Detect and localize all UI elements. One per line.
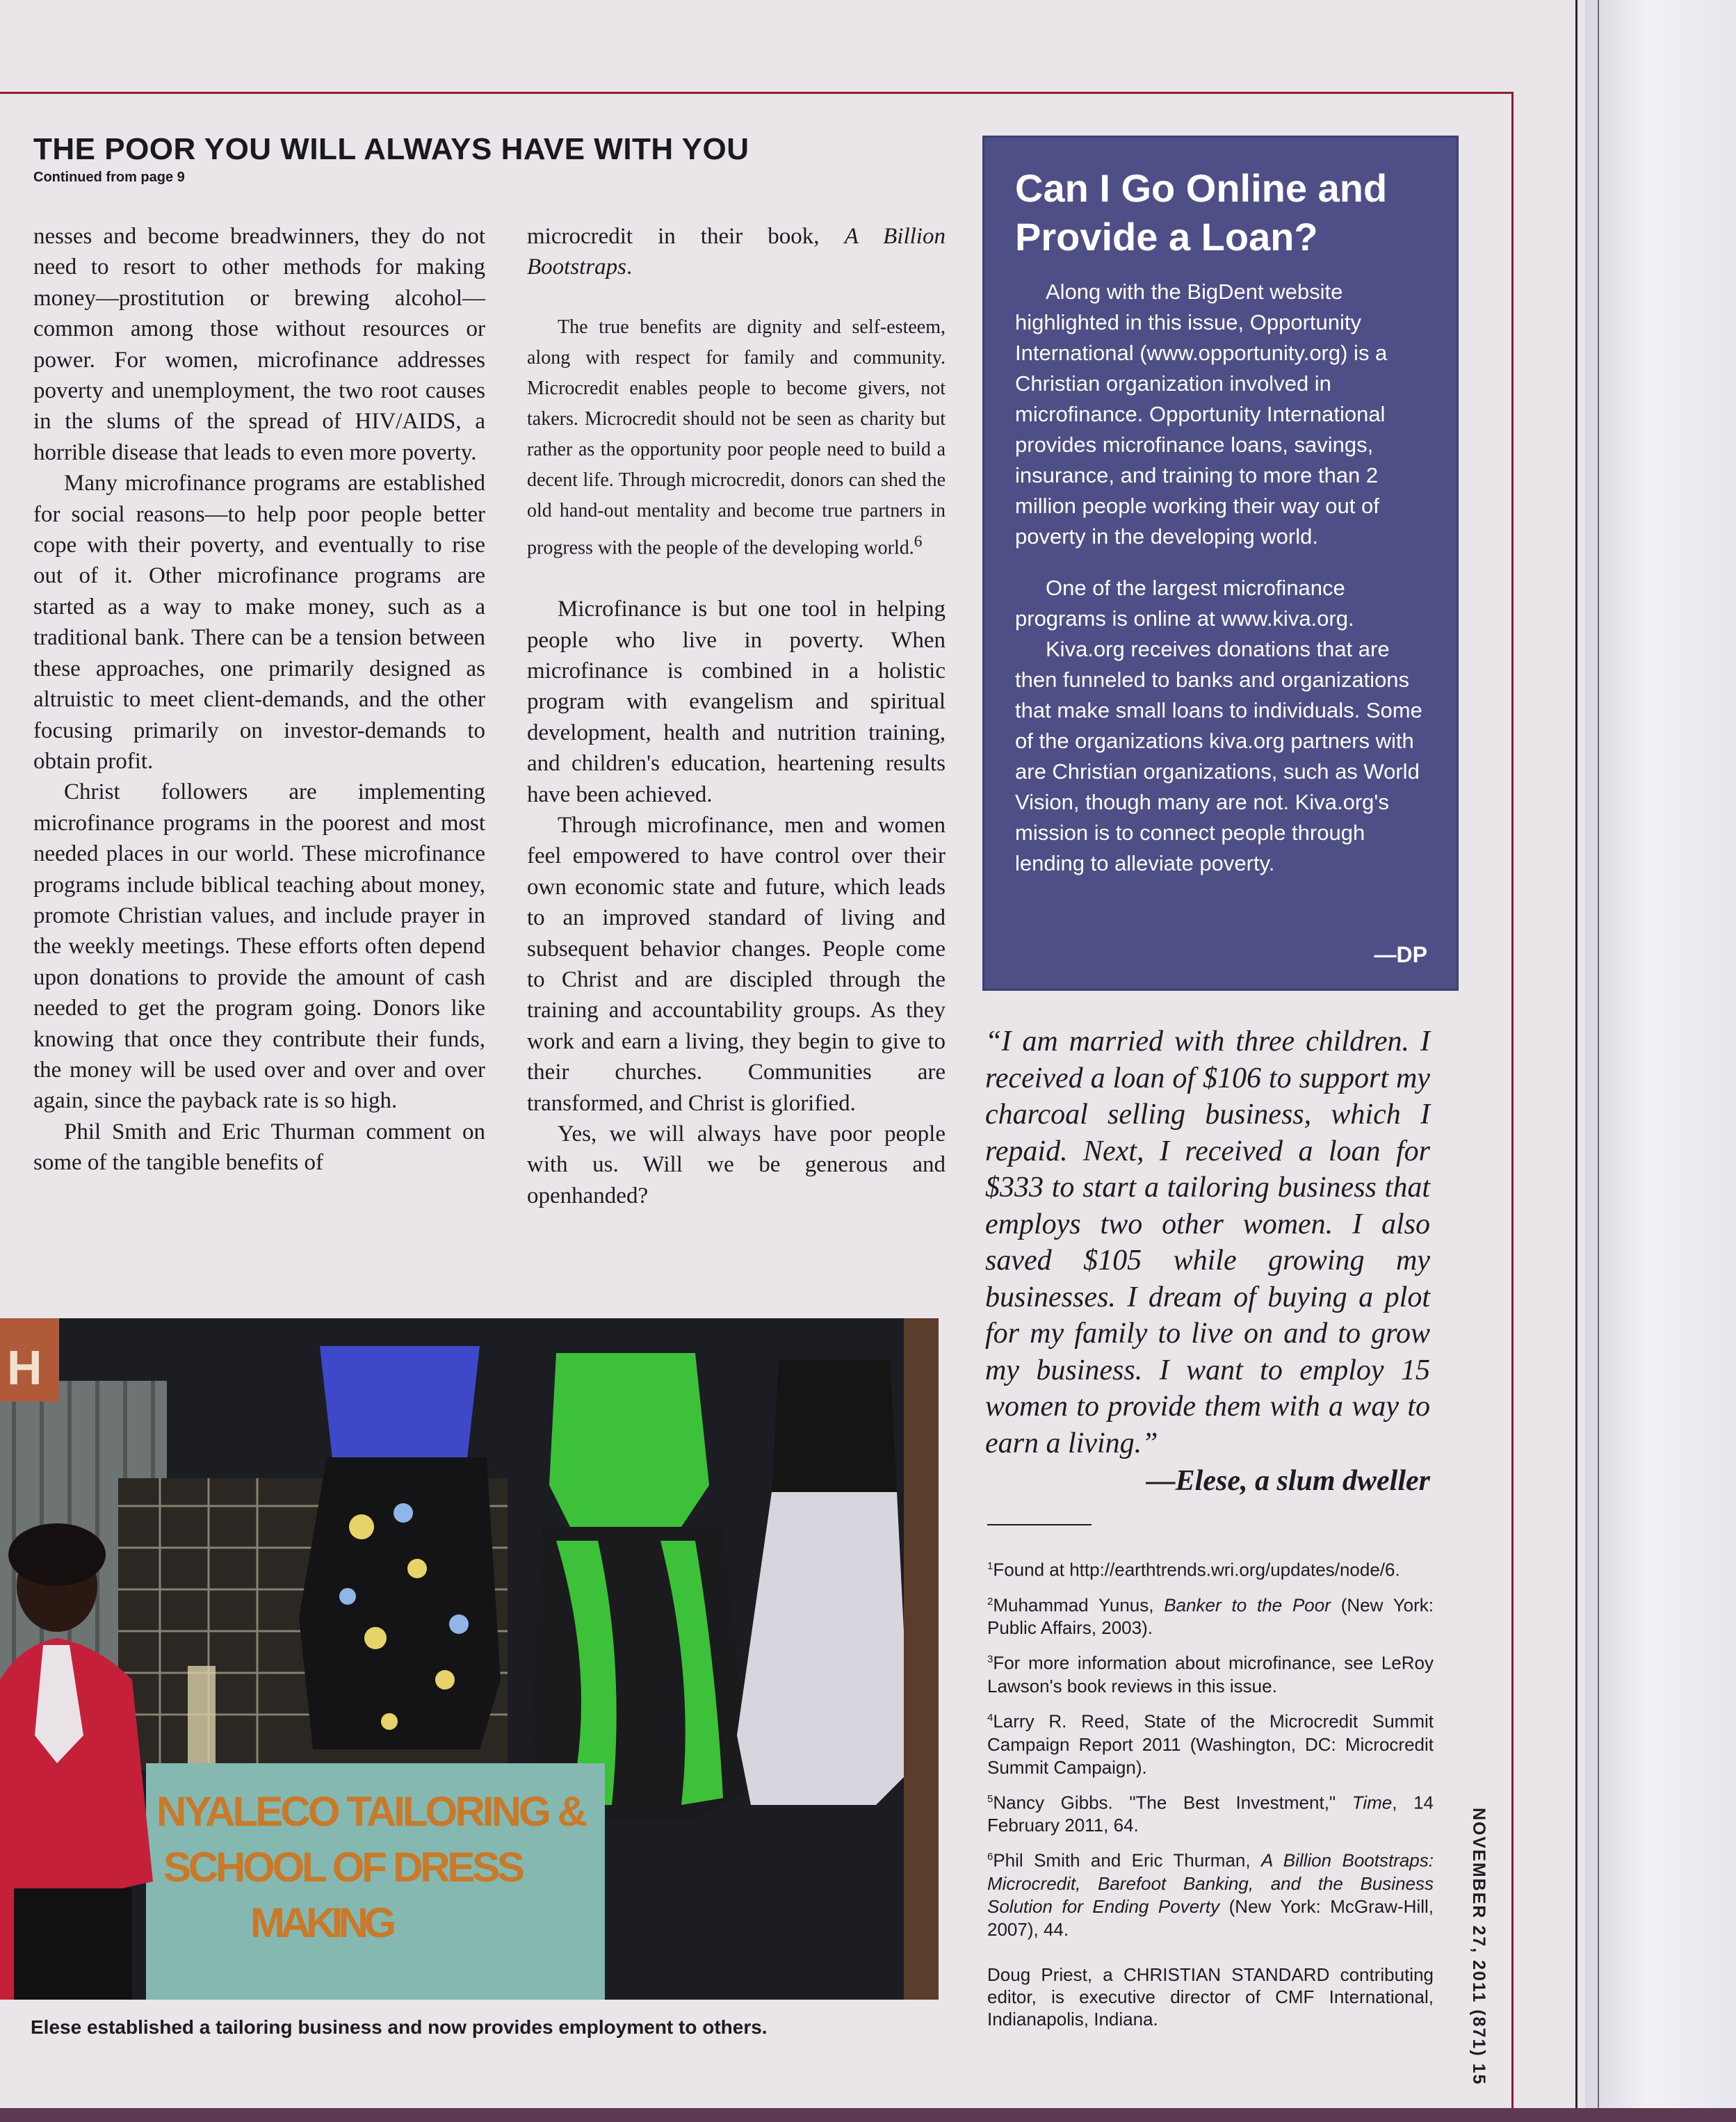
endnote-number: 4 [987,1711,993,1724]
black-skirt [14,1888,132,2000]
bottle [188,1666,216,1763]
endnote-number: 3 [987,1653,993,1666]
intro-end: . [626,254,633,280]
photo-illustration [0,1318,939,2000]
endnote-title: Time [1352,1792,1393,1813]
endnote-number: 2 [987,1595,993,1607]
article-column-2 [527,221,946,1211]
page-gutter-line [1575,0,1577,2122]
endnote-text: Muhammad Yunus, [993,1594,1165,1616]
notes-divider [987,1524,1092,1525]
sign-line-2: SCHOOL OF DRESS [163,1844,525,1890]
page-footer: NOVEMBER 27, 2011 (871) 15 [1469,1808,1488,2086]
endnote-number: 5 [987,1792,993,1805]
sidebar-paragraph-3: Kiva.org receives donations that are then funneled to banks and organizations that make small loans to individuals. Some of the organizations kiva.org partners with are Christian organizations, such as World Vision, though many are not. Kiva.org's mission is to connect people through lending to alleviate poverty. [1015,637,1422,875]
col1-paragraph-2: Many microfinance programs are established for social reasons—to help poor people better cope with their poverty, and eventually to rise out of it. Other microfinance programs are started as a way to make money, such as a traditional bank. There can be a tension between these approaches, one primarily designed as altruistic to meet client-demands, and the other focusing primarily on investor-demands to obtain profit. [33,471,485,774]
page-frame-top-rule [0,92,1513,94]
endnote-number: 1 [987,1560,993,1572]
endnote-5 [987,1788,1434,1838]
page-frame-right-rule [1511,92,1514,2122]
col2-paragraph-3: Yes, we will always have poor people with us. Will we be generous and openhanded? [527,1121,946,1208]
block-quote-text: The true benefits are dignity and self-esteem, along with respect for family and community. Microcredit enables people to become givers, not takers. Microcredit should not be seen as charity but rather as the opportunity poor people need to build a decent life. Through microcredit, donors can shed the old hand-out mentality and become true partners in progress with the people of the developing world. [527,316,946,559]
continued-from-line: Continued from page 9 [33,170,185,185]
sidebar-signature: —DP [1374,942,1427,967]
sign-line-3: MAKING [250,1900,396,1946]
pull-quote [985,1023,1430,1500]
endnote-4 [987,1706,1434,1779]
endnote-number: 6 [987,1851,993,1863]
sidebar-box [982,136,1459,991]
endnote-text: Larry R. Reed, State of the Microcredit Summit Campaign Report 2011 (Washington, DC: Microcredit Summit Campaign). [987,1710,1434,1778]
bottom-edge-strip [0,2108,1736,2122]
sign-top-left-letter: H [7,1341,42,1395]
adjacent-page-edge [1585,0,1736,2122]
author-bio: Doug Priest, a CHRISTIAN STANDARD contributing editor, is executive director of CMF International, Indianapolis, Indiana. [987,1964,1434,2030]
endnote-title: Banker to the Poor [1164,1594,1331,1616]
endnote-text: , 14 February 2011, 64. [987,1792,1434,1836]
article-headline: THE POOR YOU WILL ALWAYS HAVE WITH YOU [33,132,749,166]
green-top [549,1353,709,1527]
endnote-text: Phil Smith and Eric Thurman, [993,1849,1261,1871]
woman-hair [8,1523,106,1586]
endnote-text: (New York: Public Affairs, 2003). [987,1594,1434,1639]
endnote-title: A Billion Bootstraps: Microcredit, Barefoot Banking, and the Business Solution for Ending Poverty [987,1849,1434,1917]
article-photo [0,1318,939,2000]
article-column-1 [33,221,485,1179]
photo-caption: Elese established a tailoring business and now provides employment to others. [31,2016,768,2038]
endnote-text: For more information about microfinance, see LeRoy Lawson's book reviews in this issue. [987,1652,1434,1696]
sidebar-body [1015,277,1432,879]
floral-dress [299,1457,501,1749]
block-quote [527,312,946,563]
sign-line-1: NYALECO TAILORING & [156,1788,587,1835]
endnote-text: Nancy Gibbs. "The Best Investment," [993,1792,1352,1813]
col1-paragraph-1: nesses and become breadwinners, they do not need to resort to other methods for making money—prostitution or brewing alcohol—common among those without resources or power. For women, microfinance addresses poverty and unemployment, the two root causes in the slums of the spread of HIV/AIDS, a horrible disease that leads to even more poverty. [33,224,485,465]
sidebar-paragraph-1: Along with the BigDent website highlighted in this issue, Opportunity International (www.opportunity.org) is a Christian organization involved in microfinance. Opportunity International provides microfinance loans, savings, insurance, and training to more than 2 million people working their way out of poverty in the developing world. [1015,280,1388,549]
col1-paragraph-4: Phil Smith and Eric Thurman comment on some of the tangible benefits of [33,1119,485,1176]
col2-paragraph-1: Microfinance is but one tool in helping people who live in poverty. When microfinance is combined in a holistic program with evangelism and spiritual development, health and nutrition training, and children's education, heartening results have been achieved. [527,597,946,807]
endnote-text: Found at http://earthtrends.wri.org/updates/node/6. [993,1559,1400,1580]
footnote-ref-6: 6 [914,532,923,551]
endnote-2 [987,1590,1434,1640]
sidebar-title: Can I Go Online and Provide a Loan? [1015,166,1388,259]
pull-quote-attribution: —Elese, a slum dweller [1146,1465,1430,1497]
black-top [772,1360,897,1492]
endnote-1 [987,1555,1434,1582]
col1-paragraph-3: Christ followers are implementing microfinance programs in the poorest and most needed places in our world. These microfinance programs include biblical teaching about money, promote Christian values, and include prayer in the weekly meetings. These efforts often depend upon donations to provide the amount of cash needed to get the program going. Donors like knowing that once they contribute their funds, the money will be used over and over and over again, since the payback rate is so high. [33,779,485,1114]
wooden-post [904,1318,939,2000]
endnotes [987,1555,1434,1950]
page-gutter-line-2 [1598,0,1599,2122]
endnote-3 [987,1648,1434,1698]
sidebar-paragraph-2: One of the largest microfinance programs is online at www.kiva.org. [1015,576,1354,631]
book-title: A Billion Bootstraps [527,224,946,280]
col2-paragraph-2: Through microfinance, men and women feel empowered to have control over their own economic state and future, which leads to an improved standard of living and subsequent behavior changes. People come to Christ and are discipled through the training and accountability groups. As they work and earn a living, they begin to give to their churches. Communities are transformed, and Christ is glorified. [527,812,946,1116]
endnote-text: (New York: McGraw-Hill, 2007), 44. [987,1895,1434,1940]
endnote-6 [987,1845,1434,1941]
pull-quote-text: “I am married with three children. I received a loan of $106 to support my charcoal selling business, which I repaid. Next, I received a loan for $333 to start a tailoring business that employs two other women. I also saved $105 while growing my businesses. I dream of buying a plot for my family to live on and to grow my business. I want to employ 15 women to provide them with a way to earn a living.” [985,1026,1430,1459]
intro-text: microcredit in their book, [527,224,845,249]
col2-intro [527,221,946,283]
